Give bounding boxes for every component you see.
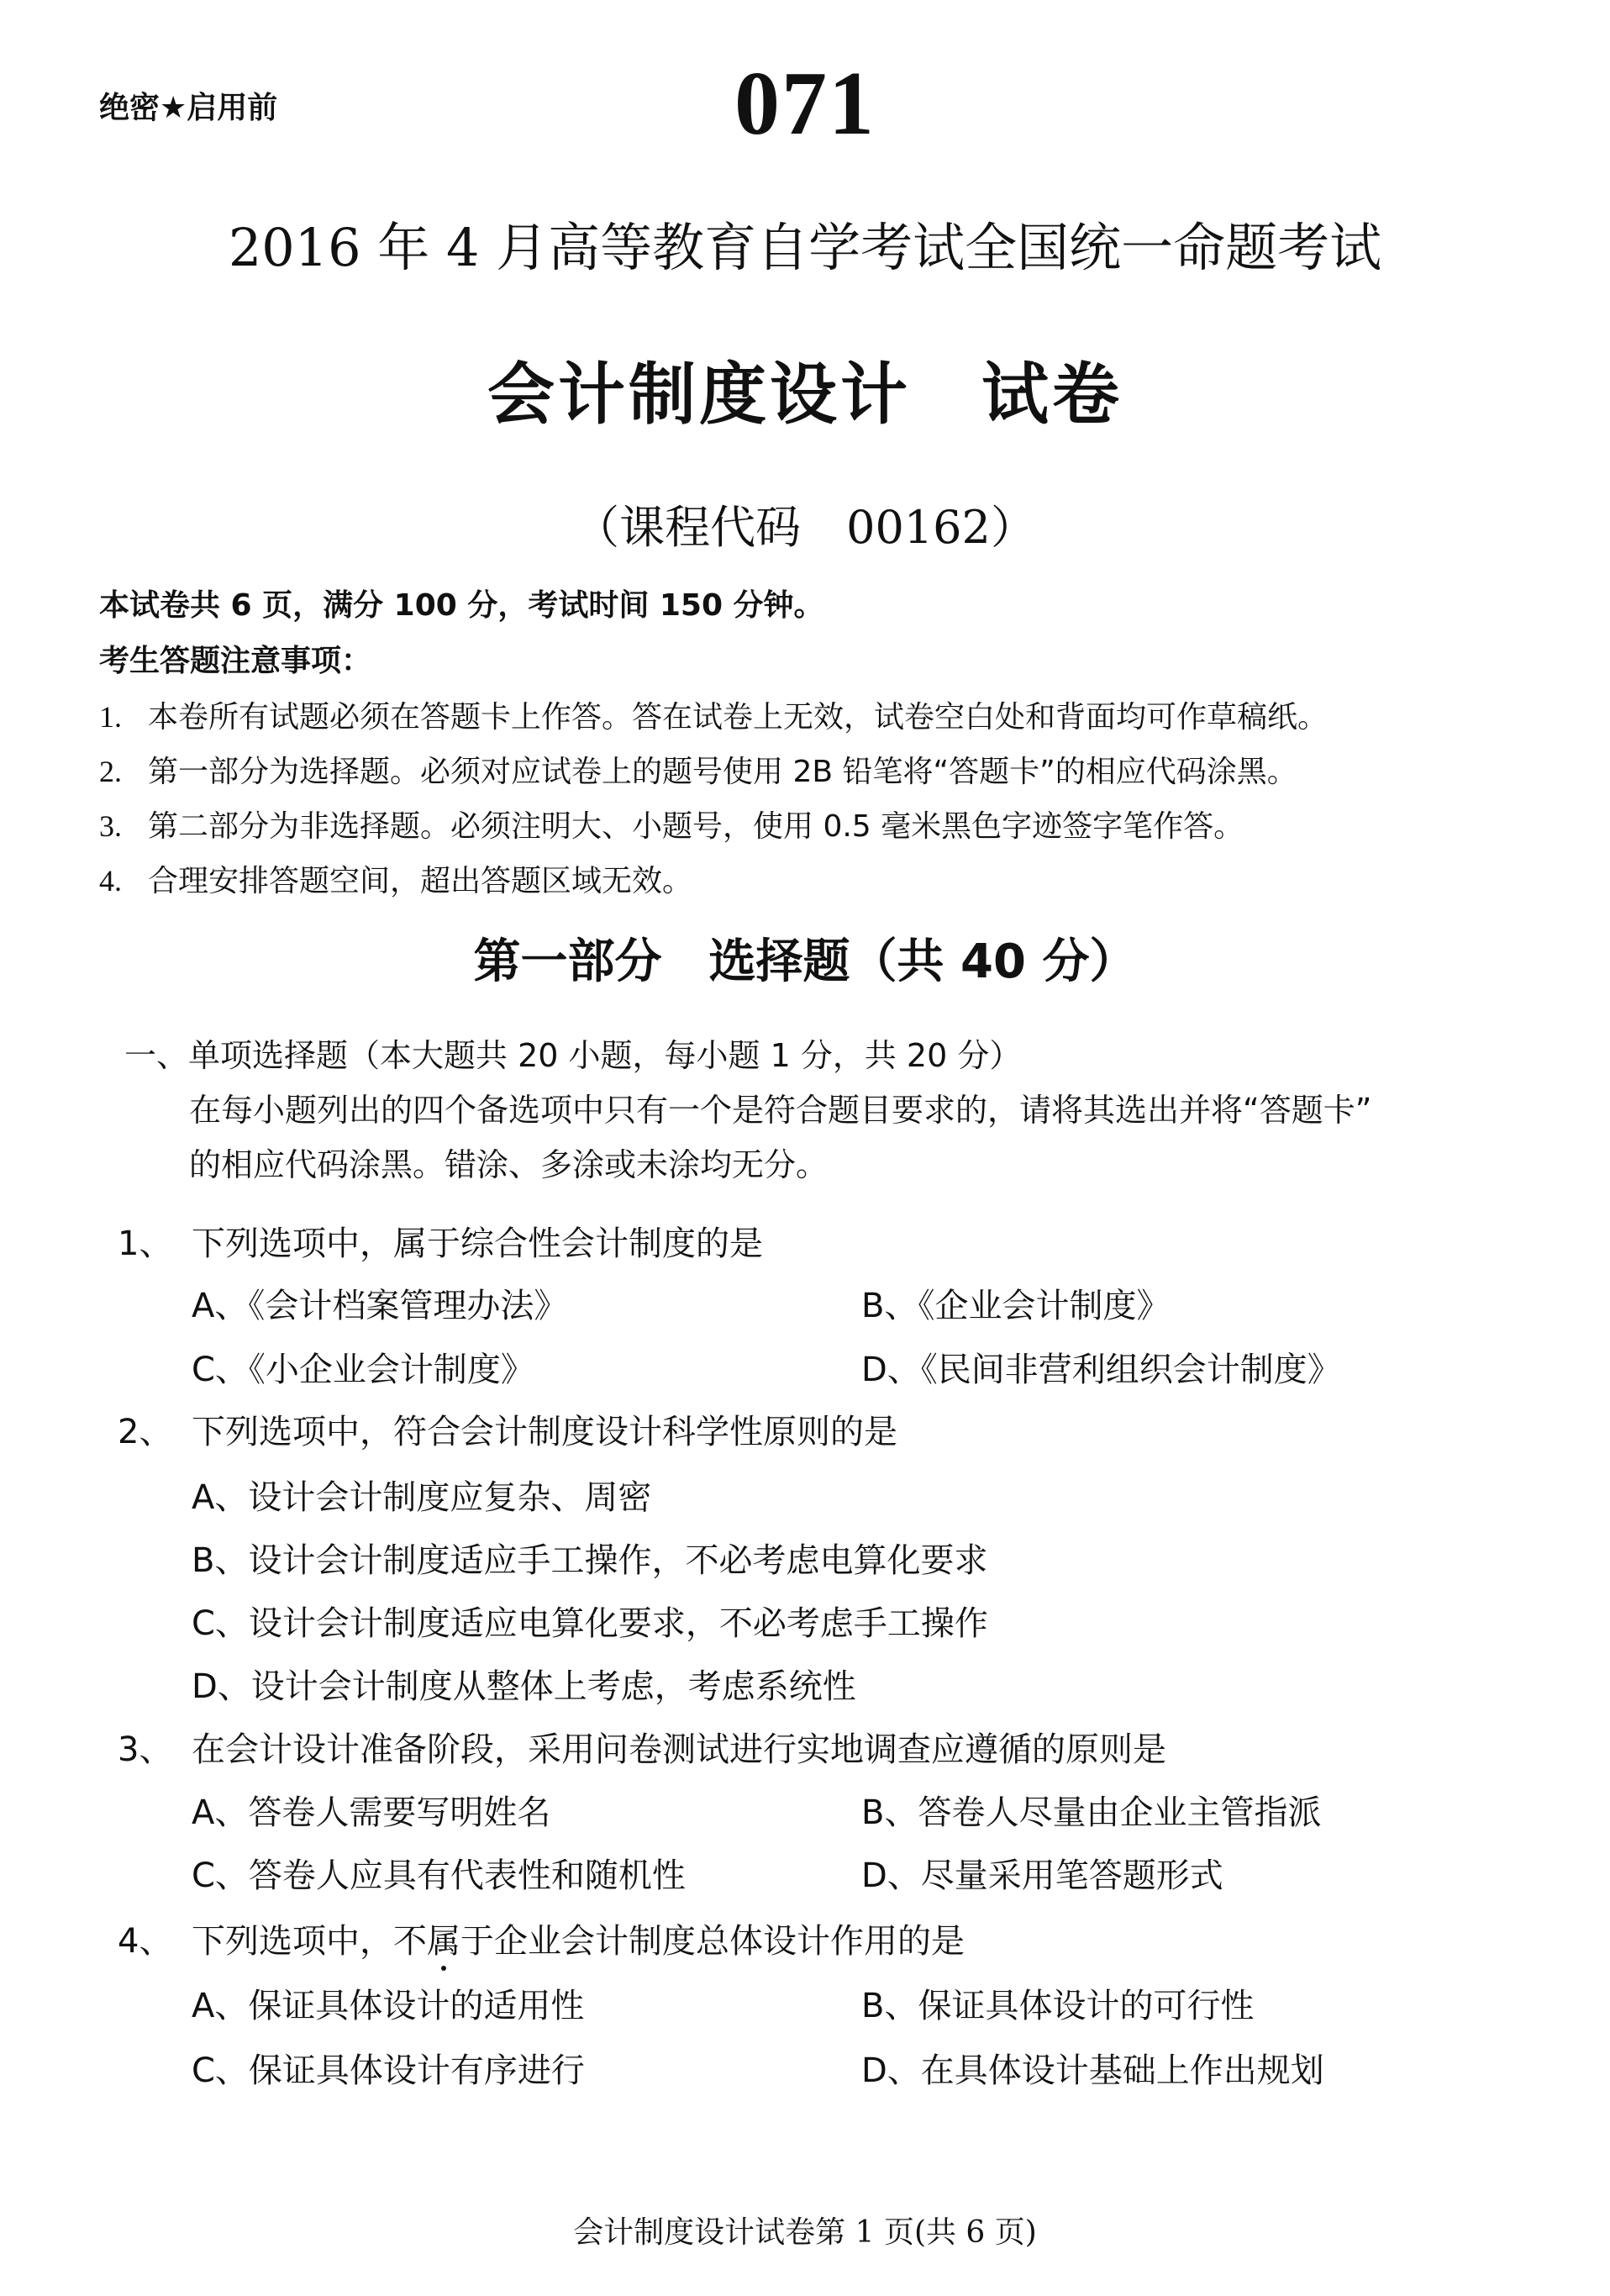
question-text-after: 企业会计制度总体设计作用的是 <box>494 1922 965 1961</box>
note-item <box>99 693 1328 736</box>
option-c: C、保证具体设计有序进行 <box>192 2051 585 2090</box>
option-c: C、答卷人应具有代表性和随机性 <box>192 1856 686 1895</box>
exam-title: 2016 年 4 月高等教育自学考试全国统一命题考试 <box>228 217 1382 278</box>
option-a: A、答卷人需要写明姓名 <box>192 1793 551 1832</box>
question-text <box>192 1914 965 1962</box>
note-item <box>99 748 1297 791</box>
page-footer: 会计制度设计试卷第 1 页(共 6 页) <box>573 2215 1037 2250</box>
note-number: 2. <box>99 755 122 788</box>
option-c: C、设计会计制度适应电算化要求，不必考虑手工操作 <box>192 1604 988 1643</box>
question-text: 下列选项中，属于综合性会计制度的是 <box>192 1224 763 1263</box>
section-instruction: 在每小题列出的四个备选项中只有一个是符合题目要求的，请将其选出并将“答题卡” <box>189 1092 1372 1129</box>
exam-summary: 本试卷共 6 页，满分 100 分，考试时间 150 分钟。 <box>99 588 824 623</box>
note-item <box>99 857 692 900</box>
option-b: B、《企业会计制度》 <box>861 1287 1171 1325</box>
question-number: 1、 <box>118 1224 173 1263</box>
section-heading: 一、单项选择题（本大题共 20 小题，每小题 1 分，共 20 分） <box>124 1037 1022 1074</box>
note-number: 3. <box>99 809 122 843</box>
option-d: D、在具体设计基础上作出规划 <box>861 2051 1324 2090</box>
secret-label: 绝密★启用前 <box>99 91 278 125</box>
note-number: 4. <box>99 864 122 898</box>
option-b: B、保证具体设计的可行性 <box>861 1987 1255 2025</box>
note-number: 1. <box>99 700 122 734</box>
question-number: 3、 <box>118 1730 173 1769</box>
note-text: 第二部分为非选择题。必须注明大、小题号，使用 0.5 毫米黑色字迹签字笔作答。 <box>148 809 1244 844</box>
option-a: A、保证具体设计的适用性 <box>192 1987 585 2025</box>
question-text: 在会计设计准备阶段，采用问卷测试进行实地调查应遵循的原则是 <box>192 1730 1166 1769</box>
option-d: D、设计会计制度从整体上考虑，考虑系统性 <box>192 1667 856 1706</box>
emphasis-text: 不属于 <box>393 1914 494 1962</box>
note-text: 本卷所有试题必须在答题卡上作答。答在试卷上无效，试卷空白处和背面均可作草稿纸。 <box>148 700 1329 735</box>
option-a: A、设计会计制度应复杂、周密 <box>192 1478 652 1517</box>
option-a: A、《会计档案管理办法》 <box>192 1287 568 1325</box>
note-text: 第一部分为选择题。必须对应试卷上的题号使用 2B 铅笔将“答题卡”的相应代码涂黑。 <box>148 755 1297 789</box>
question-text: 下列选项中，符合会计制度设计科学性原则的是 <box>192 1413 897 1451</box>
paper-code: 071 <box>734 54 876 154</box>
course-code: （课程代码 00162） <box>574 501 1036 554</box>
option-d: D、《民间非营利组织会计制度》 <box>861 1351 1341 1389</box>
option-c: C、《小企业会计制度》 <box>192 1351 534 1389</box>
part-title: 第一部分 选择题（共 40 分） <box>473 935 1137 989</box>
note-text: 合理安排答题空间，超出答题区域无效。 <box>148 864 693 898</box>
option-b: B、答卷人尽量由企业主管指派 <box>861 1793 1322 1832</box>
question-number: 4、 <box>118 1922 173 1961</box>
question-number: 2、 <box>118 1413 173 1451</box>
notes-title: 考生答题注意事项： <box>99 644 372 678</box>
question-text-before: 下列选项中， <box>192 1922 393 1961</box>
paper-title: 会计制度设计 试卷 <box>487 355 1123 434</box>
note-item <box>99 803 1244 845</box>
section-instruction: 的相应代码涂黑。错涂、多涂或未涂均无分。 <box>189 1146 829 1183</box>
option-d: D、尽量采用笔答题形式 <box>861 1856 1223 1895</box>
option-b: B、设计会计制度适应手工操作，不必考虑电算化要求 <box>192 1541 988 1580</box>
